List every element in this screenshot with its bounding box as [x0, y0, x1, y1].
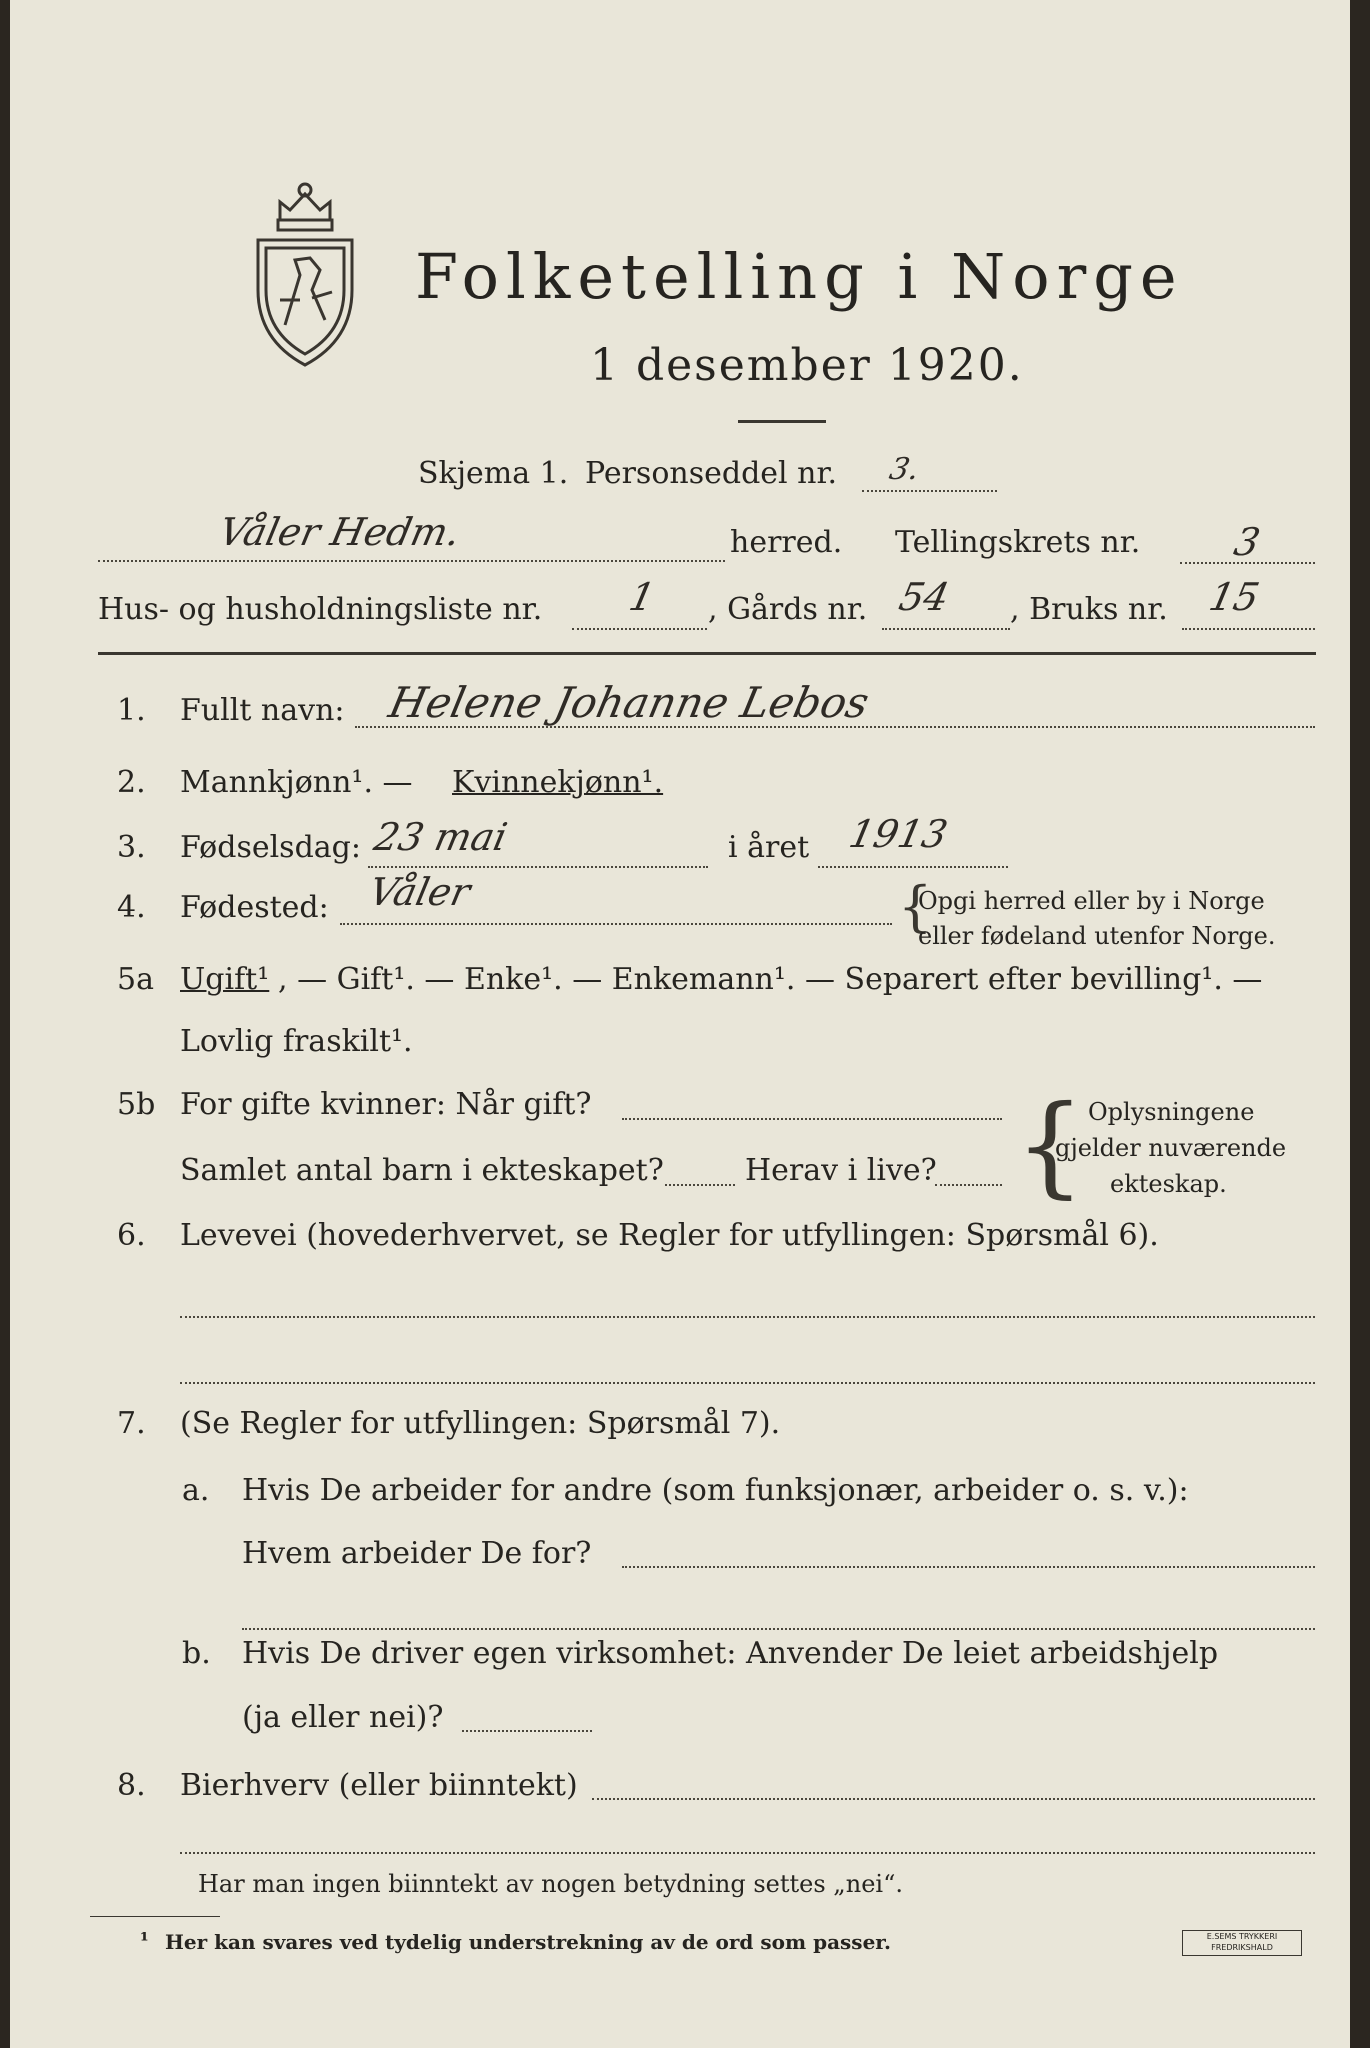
q3-line [368, 866, 708, 868]
printer-stamp [1182, 1930, 1302, 1956]
q7b-number: b. [182, 1636, 211, 1671]
header-divider [98, 652, 1316, 655]
herred-value: Våler Hedm. [215, 510, 465, 554]
census-date: 1 desember 1920. [590, 340, 1024, 391]
q7-number: 7. [117, 1406, 146, 1441]
tellingskrets-label: Tellingskrets nr. [895, 525, 1141, 560]
q8-extra-line [180, 1852, 1315, 1854]
q5a-line2: Lovlig fraskilt¹. [180, 1024, 413, 1059]
gards-value: 54 [895, 575, 954, 619]
q7b-line1: Hvis De driver egen virksomhet: Anvender De leiet arbeidshjelp [242, 1636, 1219, 1671]
bruks-line [1182, 628, 1315, 630]
bruks-value: 15 [1205, 575, 1264, 619]
q4-note-1: Opgi herred eller by i Norge [918, 887, 1265, 915]
hus-line [572, 628, 707, 630]
q5a-number: 5a [117, 962, 154, 997]
q8-label: Bierhverv (eller biinntekt) [180, 1768, 578, 1803]
footnote: Her kan svares ved tydelig understrekning av de ord som passer. [165, 1930, 891, 1954]
q5a-ugift: Ugift¹ [180, 962, 270, 997]
q1-number: 1. [117, 693, 146, 728]
q2-kvinne: Kvinnekjønn¹. [452, 765, 664, 800]
q5b-line2a: Samlet antal barn i ekteskapet? [180, 1153, 664, 1188]
q3-year-label: i året [728, 830, 810, 865]
q7a-line1: Hvis De arbeider for andre (som funksjonær, arbeider o. s. v.): [242, 1473, 1189, 1508]
q5b-number: 5b [117, 1087, 156, 1122]
q7b-line [462, 1730, 592, 1732]
q6-line-2 [180, 1382, 1315, 1384]
q7-label: (Se Regler for utfyllingen: Spørsmål 7). [180, 1406, 781, 1441]
q7b-line2: (ja eller nei)? [242, 1700, 444, 1735]
q3-year-value: 1913 [845, 812, 952, 856]
title-divider [738, 420, 826, 423]
q6-line-1 [180, 1316, 1315, 1318]
q2-mann: Mannkjønn¹. — [180, 765, 413, 800]
q3-label: Fødselsdag: [180, 830, 361, 865]
q7a-number: a. [182, 1473, 210, 1508]
q5b-note-1: Oplysningene [1088, 1098, 1255, 1126]
q3-number: 3. [117, 830, 146, 865]
personseddel-value: 3. [886, 452, 923, 487]
q7a-line [622, 1566, 1315, 1568]
q6-number: 6. [117, 1218, 146, 1253]
hus-label: Hus- og husholdningsliste nr. [98, 592, 543, 627]
q2-number: 2. [117, 765, 146, 800]
q4-line [340, 923, 892, 925]
q5b-note-2: gjelder nuværende [1055, 1134, 1287, 1162]
q5b-gift-line [622, 1118, 1002, 1120]
q5b-line1: For gifte kvinner: Når gift? [180, 1087, 592, 1122]
q4-number: 4. [117, 890, 146, 925]
q5b-live-line [935, 1184, 1002, 1186]
herred-line [98, 560, 725, 562]
q5b-note-3: ekteskap. [1110, 1170, 1227, 1198]
q5b-brace: { [1015, 1081, 1085, 1209]
tellingskrets-value: 3 [1230, 520, 1264, 564]
form-title: Folketelling i Norge [415, 240, 1184, 313]
gards-line [882, 628, 1010, 630]
q6-label: Levevei (hovederhvervet, se Regler for utfyllingen: Spørsmål 6). [180, 1218, 1159, 1253]
footnote-divider [90, 1916, 220, 1917]
q3-year-line [818, 866, 1008, 868]
q8-number: 8. [117, 1768, 146, 1803]
q4-label: Fødested: [180, 890, 329, 925]
footnote-mark: ¹ [140, 1928, 149, 1952]
q1-value: Helene Johanne Lebos [384, 678, 874, 727]
q8-line [592, 1798, 1315, 1800]
q5b-barn-line [665, 1184, 735, 1186]
q3-value: 23 mai [370, 815, 511, 859]
skjema-label: Skjema 1. [418, 456, 569, 491]
q4-brace: { [898, 875, 933, 938]
note-nei: Har man ingen biinntekt av nogen betydning settes „nei“. [198, 1870, 903, 1898]
q7a-extra-line [242, 1628, 1315, 1630]
personseddel-line [862, 490, 997, 492]
q4-value: Våler [365, 870, 475, 914]
coat-of-arms-icon [250, 180, 360, 370]
personseddel-label: Personseddel nr. [585, 456, 838, 491]
hus-value: 1 [625, 575, 659, 619]
printer-stamp-line-1: E.SEMS TRYKKERI [1206, 1932, 1278, 1941]
q4-note-2: eller fødeland utenfor Norge. [918, 922, 1276, 950]
gards-label: , Gårds nr. [708, 592, 868, 627]
q5b-line2b: Herav i live? [745, 1153, 937, 1188]
q1-label: Fullt navn: [180, 693, 345, 728]
herred-label: herred. [730, 525, 843, 560]
census-form [10, 0, 1350, 2048]
bruks-label: , Bruks nr. [1010, 592, 1168, 627]
q5a-rest: , — Gift¹. — Enke¹. — Enkemann¹. — Separert efter bevilling¹. — [278, 962, 1263, 997]
printer-stamp-line-2: FREDRIKSHALD [1211, 1943, 1273, 1952]
q7a-line2: Hvem arbeider De for? [242, 1536, 592, 1571]
